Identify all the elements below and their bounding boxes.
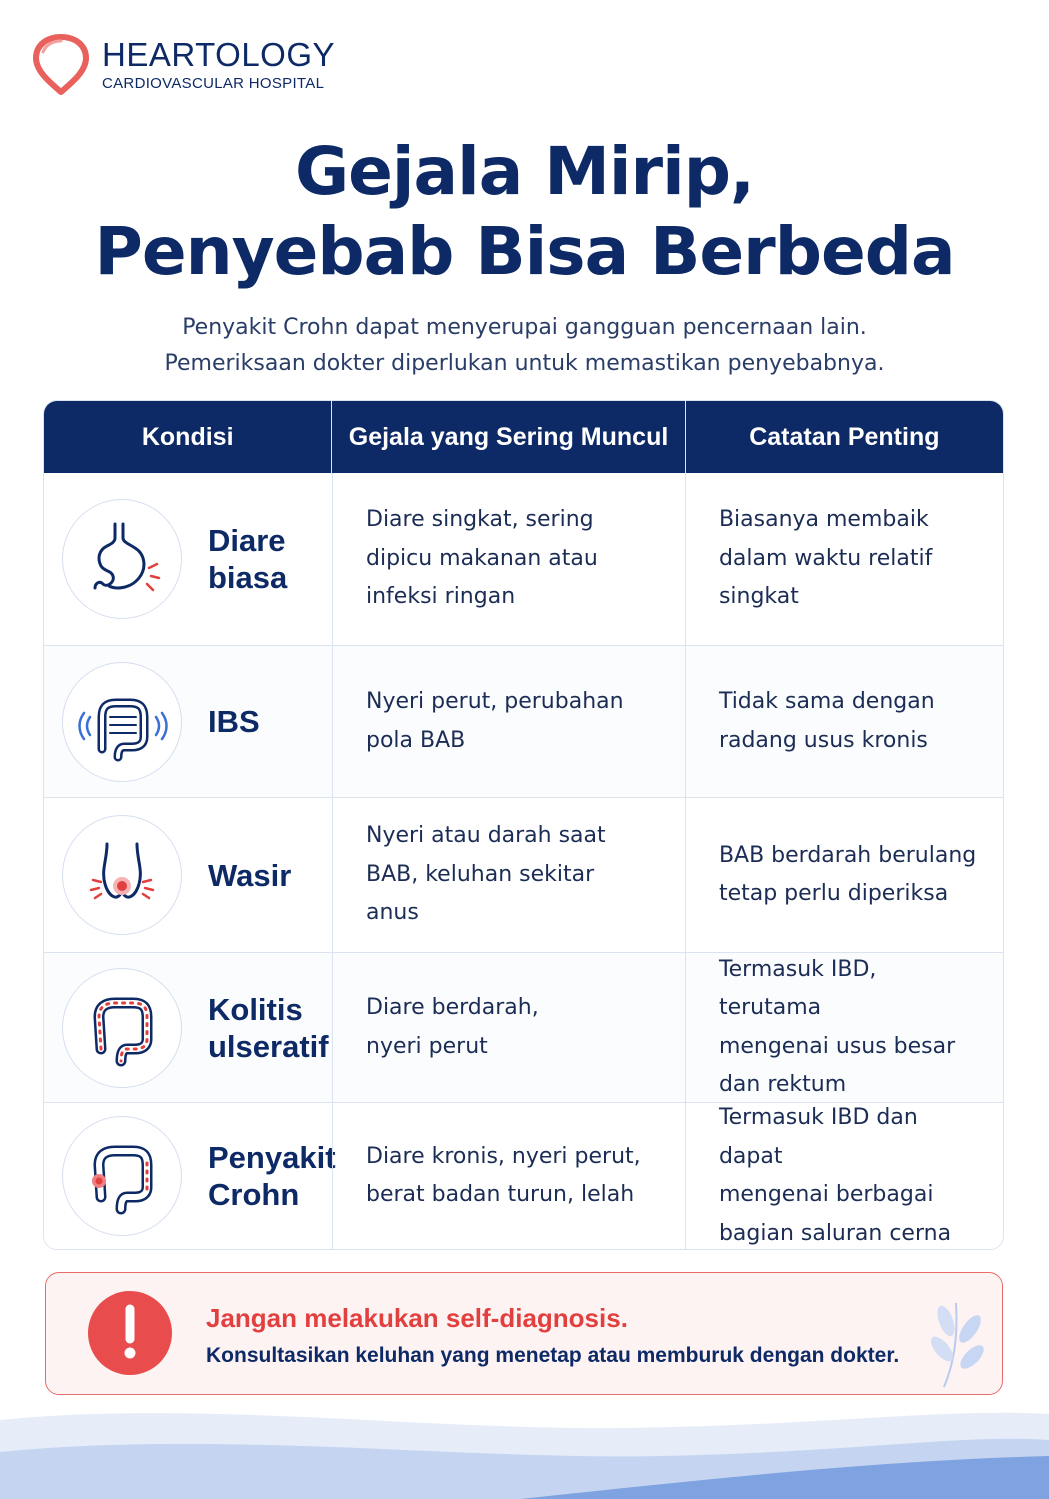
notes-line: Termasuk IBD, terutama: [718, 956, 877, 1020]
notes-line: singkat: [718, 584, 799, 610]
condition-name: [208, 1139, 336, 1213]
notes-line: dalam waktu relatif: [718, 545, 933, 571]
symptoms-line: pola BAB: [366, 727, 466, 753]
symptoms-line: berat badan turun, lelah: [366, 1182, 635, 1207]
notes-cell: [685, 473, 1003, 645]
condition-name: [208, 703, 332, 740]
condition-cell: [44, 646, 332, 797]
notes-line: dan rektum: [718, 1072, 847, 1097]
header-gejala: Gejala yang Sering Muncul: [331, 401, 684, 473]
symptoms-line: infeksi ringan: [366, 584, 516, 610]
condition-cell: [44, 1103, 336, 1249]
exclamation-icon: [88, 1291, 172, 1375]
condition-name-line: Kolitis: [208, 991, 303, 1027]
notes-line: bagian saluran cerna: [718, 1220, 952, 1246]
table-header: [44, 401, 1003, 473]
symptoms-cell: [332, 646, 685, 797]
condition-name-line: Diare: [208, 523, 286, 558]
condition-name-line: biasa: [208, 560, 288, 595]
heart-pin-icon: [32, 34, 90, 96]
symptoms-line: BAB, keluhan sekitar: [366, 861, 595, 887]
symptoms-line: Diare berdarah,: [366, 995, 539, 1020]
table-row: [44, 1102, 1003, 1249]
condition-cell: [44, 473, 332, 645]
notes-line: Biasanya membaik: [718, 507, 929, 533]
comparison-table: [43, 400, 1004, 1250]
notes-line: mengenai usus besar: [718, 1033, 956, 1059]
condition-name-line: Crohn: [208, 1177, 300, 1212]
symptoms-line: Diare singkat, sering: [366, 507, 594, 533]
notes-line: BAB berdarah berulang: [718, 842, 977, 868]
header-kondisi: Kondisi: [141, 422, 234, 451]
warning-text: Konsultasikan keluhan yang menetap atau memburuk dengan dokter.: [206, 1344, 900, 1367]
symptoms-cell: [332, 473, 685, 645]
colon-ulcerative-icon: [62, 968, 182, 1088]
warning-title: Jangan melakukan self-diagnosis.: [206, 1303, 628, 1333]
brand-logo: [32, 34, 335, 96]
page-title: [0, 132, 1049, 292]
table-row: [44, 473, 1003, 645]
symptoms-cell: [332, 798, 685, 952]
condition-name: [208, 522, 332, 596]
symptoms-line: nyeri perut: [366, 1033, 488, 1059]
notes-line: tetap perlu diperiksa: [718, 881, 949, 906]
wave-decoration: [0, 1400, 1049, 1499]
header-catatan: Catatan Penting: [685, 401, 1003, 473]
symptoms-line: Nyeri atau darah saat: [366, 823, 606, 849]
title-line-2: Penyebab Bisa Berbeda: [94, 213, 955, 290]
symptoms-line: anus: [366, 900, 419, 926]
intro-line-1: Penyakit Crohn dapat menyerupai gangguan pencernaan lain.: [182, 315, 867, 340]
condition-name-line: Penyakit: [208, 1140, 336, 1175]
colon-crohn-icon: [62, 1116, 182, 1236]
condition-name-line: Wasir: [208, 857, 292, 893]
table-row: [44, 797, 1003, 952]
notes-line: radang usus kronis: [718, 727, 928, 753]
condition-name-line: IBS: [208, 704, 260, 739]
condition-name: [208, 857, 332, 894]
intro-text: [0, 310, 1049, 382]
notes-cell: [685, 646, 1003, 797]
title-line-1: Gejala Mirip,: [294, 133, 755, 210]
symptoms-cell: [332, 953, 685, 1102]
warning-box: [45, 1272, 1003, 1395]
condition-name: [208, 991, 332, 1065]
table-row: [44, 952, 1003, 1102]
leaf-decoration-icon: [924, 1293, 994, 1389]
brand-subtitle: CARDIOVASCULAR HOSPITAL: [102, 75, 325, 92]
notes-line: Termasuk IBD dan dapat: [718, 1105, 918, 1169]
intro-line-2: Pemeriksaan dokter diperlukan untuk memastikan penyebabnya.: [164, 351, 885, 376]
condition-cell: [44, 798, 332, 952]
symptoms-line: dipicu makanan atau: [366, 545, 598, 571]
brand-name: HEARTOLOGY: [102, 36, 336, 73]
condition-cell: [44, 953, 332, 1102]
notes-cell: [685, 953, 1003, 1102]
table-row: [44, 645, 1003, 797]
condition-name-line: ulseratif: [208, 1028, 329, 1064]
intestine-ibs-icon: [62, 662, 182, 782]
symptoms-line: Nyeri perut, perubahan: [366, 689, 624, 714]
stomach-icon: [62, 499, 182, 619]
notes-line: mengenai berbagai: [718, 1182, 934, 1207]
notes-cell: [685, 1103, 1003, 1249]
notes-line: Tidak sama dengan: [718, 689, 935, 714]
notes-cell: [685, 798, 1003, 952]
symptoms-cell: [332, 1103, 685, 1249]
hemorrhoid-icon: [62, 815, 182, 935]
symptoms-line: Diare kronis, nyeri perut,: [366, 1143, 641, 1169]
